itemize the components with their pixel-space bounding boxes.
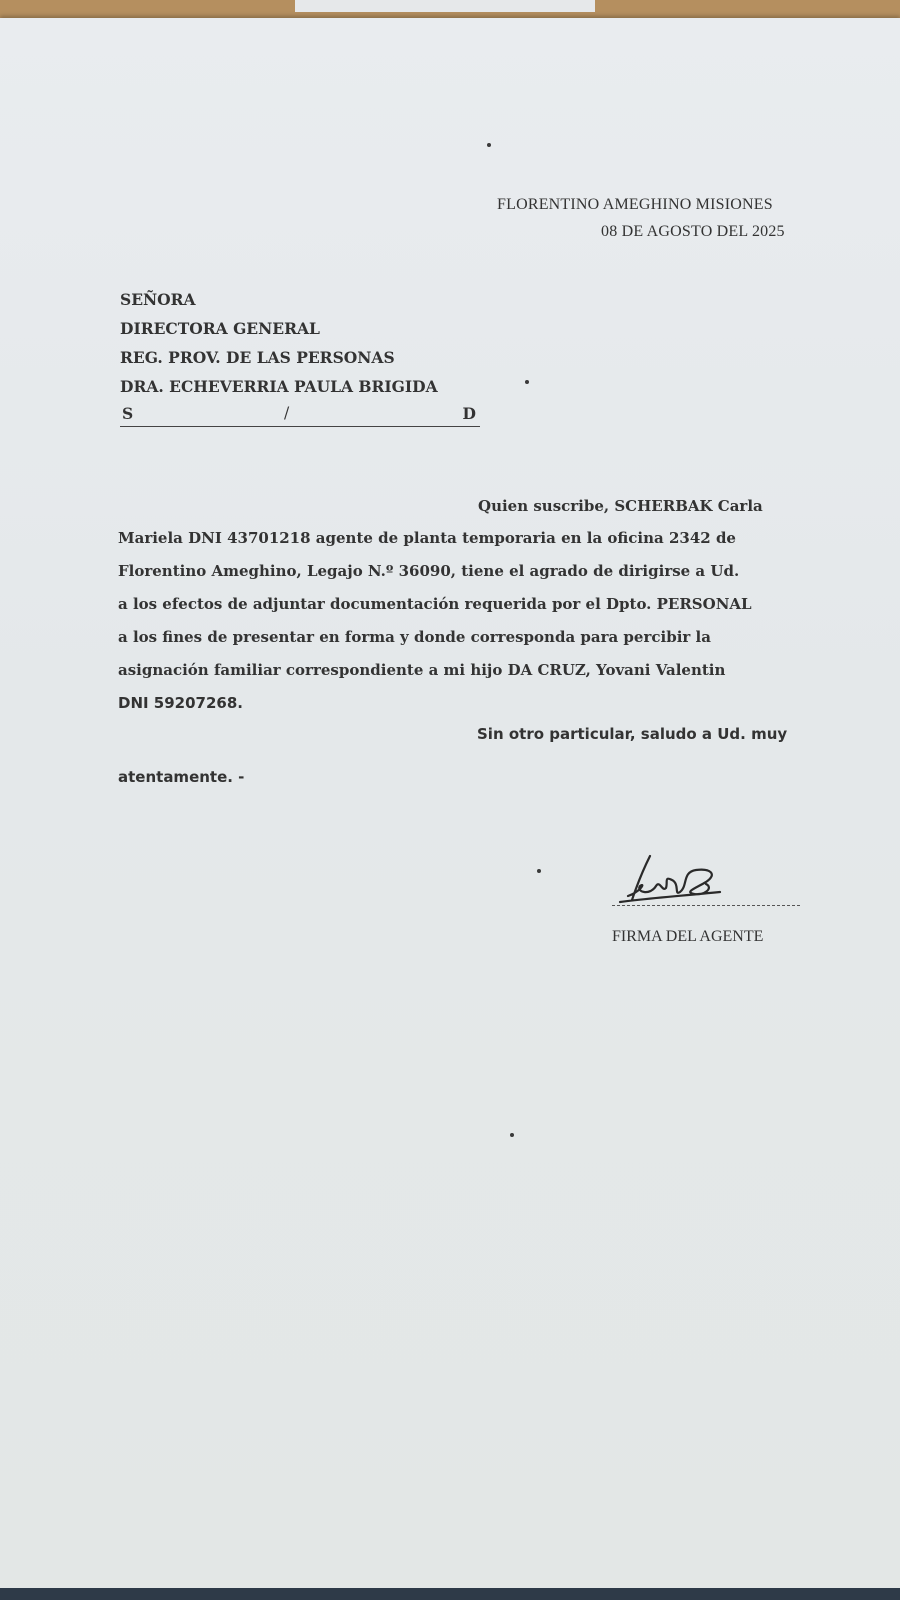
signature-line: [612, 905, 800, 906]
su-despacho-line: [120, 404, 480, 427]
closing-line-1: Sin otro particular, saludo a Ud. muy: [477, 725, 788, 743]
body-line: DNI 59207268.: [118, 694, 244, 712]
letter-page: [0, 18, 900, 1588]
paper-speck: [487, 143, 491, 147]
body-line: a los efectos de adjuntar documentación requerida por el Dpto. PERSONAL: [118, 595, 752, 613]
closing-line-2: atentamente. -: [118, 768, 245, 786]
paper-speck: [510, 1133, 514, 1137]
paper-speck: [537, 869, 541, 873]
paper-speck: [525, 380, 529, 384]
handwritten-signature: [610, 852, 740, 912]
recipient-title: DIRECTORA GENERAL: [120, 319, 320, 338]
body-line: Mariela DNI 43701218 agente de planta temporaria en la oficina 2342 de: [118, 529, 736, 547]
recipient-name: DRA. ECHEVERRIA PAULA BRIGIDA: [120, 377, 438, 396]
su-despacho-s: S: [122, 404, 134, 423]
recipient-salutation: SEÑORA: [120, 290, 196, 309]
table-edge-bottom: [0, 1588, 900, 1600]
recipient-office: REG. PROV. DE LAS PERSONAS: [120, 348, 395, 367]
letter-place: FLORENTINO AMEGHINO MISIONES: [497, 196, 773, 213]
paper-edge-top: [295, 0, 595, 12]
signature-label: FIRMA DEL AGENTE: [612, 928, 764, 945]
su-despacho-slash: /: [284, 404, 290, 422]
letter-date: 08 DE AGOSTO DEL 2025: [601, 223, 785, 240]
su-despacho-d: D: [462, 404, 476, 423]
body-line: asignación familiar correspondiente a mi hijo DA CRUZ, Yovani Valentin: [118, 661, 726, 679]
body-line: Quien suscribe, SCHERBAK Carla: [478, 497, 763, 515]
body-line: Florentino Ameghino, Legajo N.º 36090, tiene el agrado de dirigirse a Ud.: [118, 562, 740, 580]
body-line: a los fines de presentar en forma y donde corresponda para percibir la: [118, 628, 711, 646]
